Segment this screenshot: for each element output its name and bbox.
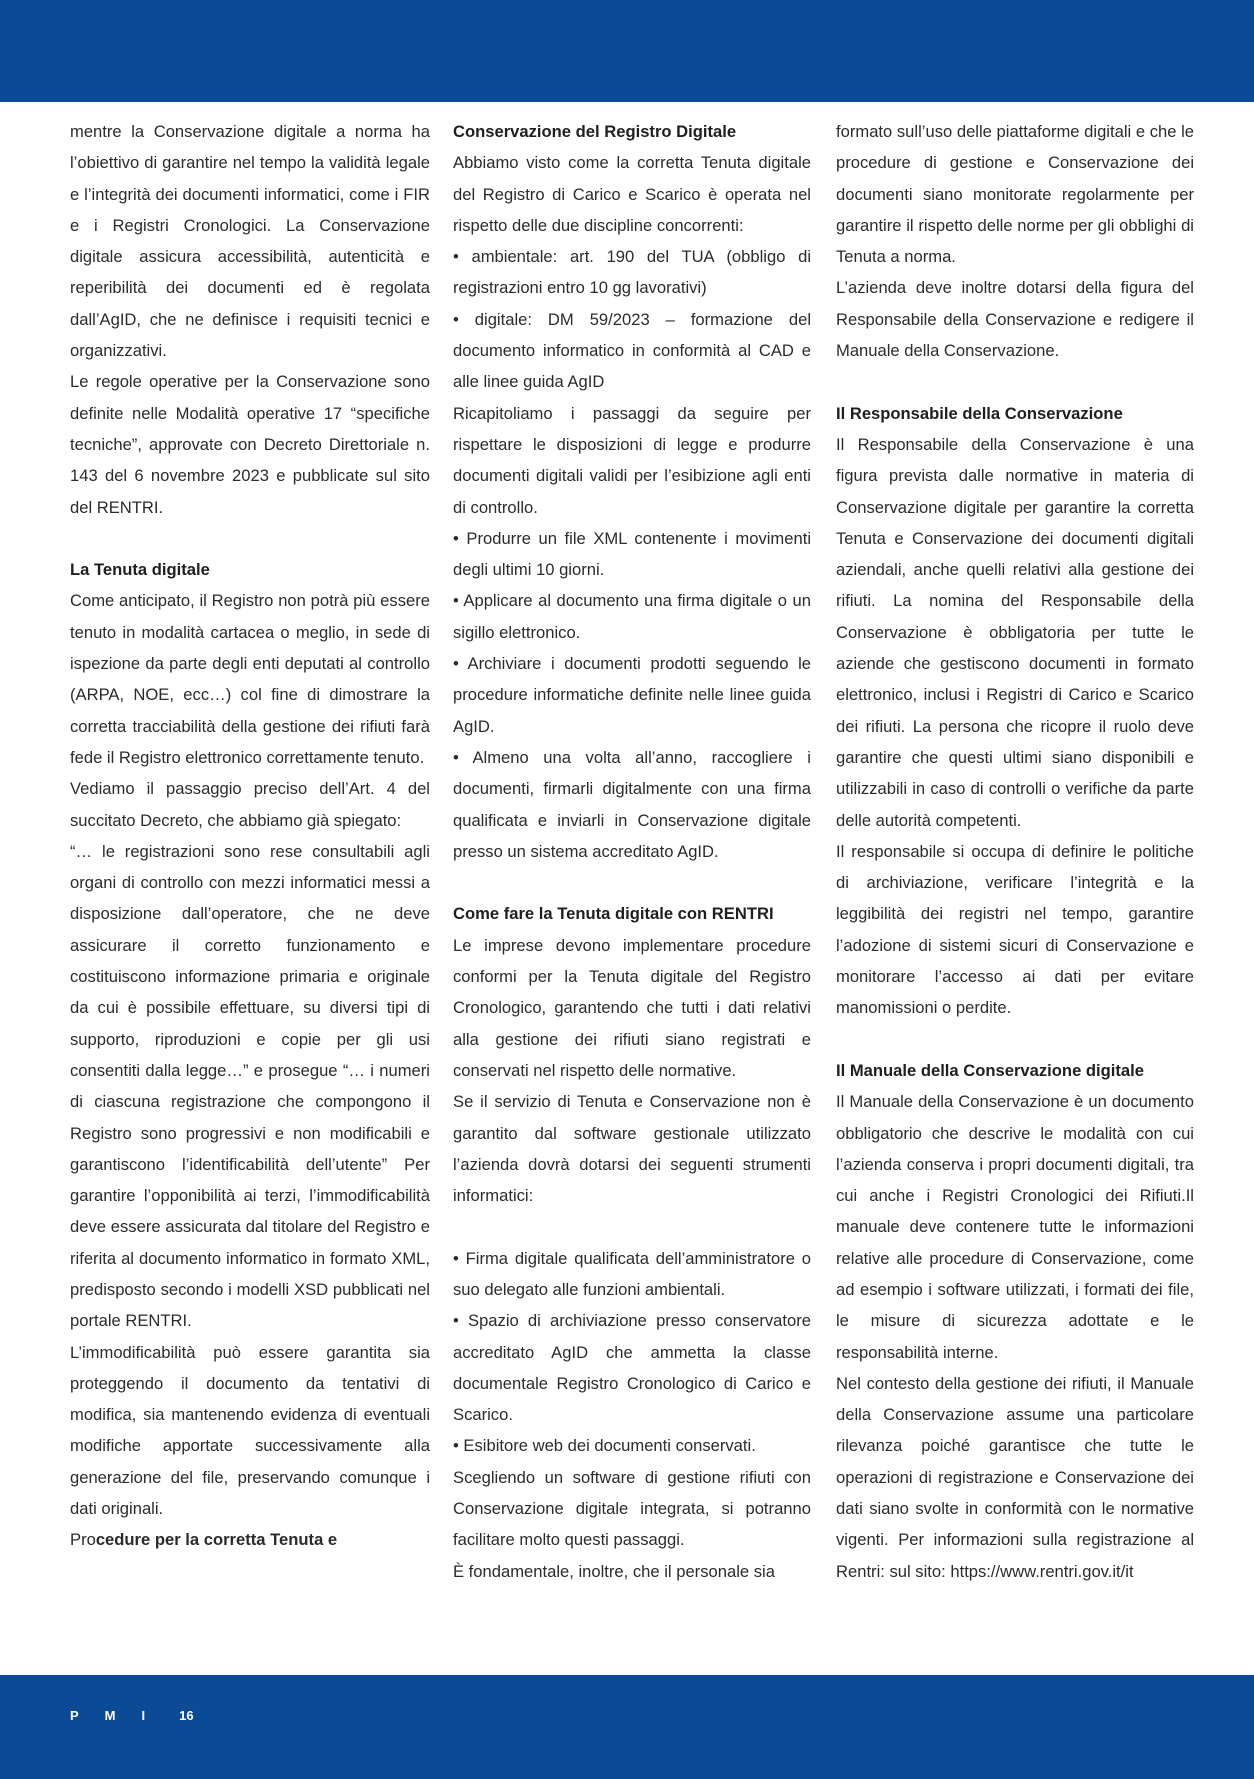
heading-prefix: Pro xyxy=(70,1530,96,1550)
column-1 xyxy=(70,116,430,1556)
section-heading-conservazione-registro: Conservazione del Registro Digitale xyxy=(453,122,737,141)
paragraph: L’immodificabilità può essere garantita sia proteggendo il documento da tentativi di modifica, sia mantenendo evidenza di eventuali modifiche apportate successivamente alla generazione del file, preservando comunque i dati originali. xyxy=(70,1342,430,1519)
paragraph: Il Responsabile della Conservazione è una figura prevista dalle normative in materia di Conservazione digitale per garantire la corretta Tenuta e Conservazione dei documenti digitali aziendali, anche quelli relativi alla gestione dei rifiuti. La nomina del Responsabile della Conservazione è obbligatoria per tutte le aziende che gestiscono documenti in formato elettronico, inclusi i Registri di Carico e Scarico dei rifiuti. La persona che ricopre il ruolo deve garantire che questi ultimi siano disponibili e utilizzabili in caso di controlli o verifiche da parte delle autorità competenti. xyxy=(836,434,1194,830)
heading-continuation xyxy=(70,1524,430,1555)
list-item: • Applicare al documento una firma digitale o un sigillo elettronico. xyxy=(453,585,811,648)
section-heading-tenuta-rentri: Come fare la Tenuta digitale con RENTRI xyxy=(453,904,774,924)
bullet-list xyxy=(453,523,811,867)
paragraph: Il Manuale della Conservazione è un documento obbligatorio che descrive le modalità con cui l’azienda conserva i propri documenti digitali, tra cui anche i Registri Cronologici dei Rifiuti.Il manuale deve contenere tutte le informazioni relative alle procedure di Conservazione, come ad esempio i software utilizzati, i formati dei file, le misure di sicurezza adottate e le responsabilità interne. xyxy=(836,1092,1194,1362)
paragraph: mentre la Conservazione digitale a norma ha l’obiettivo di garantire nel tempo la validità legale e l’integrità dei documenti informatici, come i FIR e i Registri Cronologici. La Conservazione digitale assicura accessibilità, autenticità e reperibilità dei documenti ed è regolata dall’AgID, che ne definisce i requisiti tecnici e organizzativi. xyxy=(70,122,430,361)
page-number: 16 xyxy=(179,1708,194,1723)
paragraph: formato sull’uso delle piattaforme digitali e che le procedure di gestione e Conservazione dei documenti siano monitorate regolarmente per garantire il rispetto delle norme per gli obblighi di Tenuta a norma. xyxy=(836,122,1194,267)
column-2 xyxy=(453,116,811,1587)
list-item: • Spazio di archiviazione presso conservatore accreditato AgID che ammetta la classe documentale Registro Cronologico di Carico e Scarico. xyxy=(453,1305,811,1430)
paragraph: Il responsabile si occupa di definire le politiche di archiviazione, verificare l’integrità e la leggibilità dei registri nel tempo, garantire l’adozione di sistemi sicuri di Conservazione e monitorare l’accesso ai dati per evitare manomissioni o perdite. xyxy=(836,841,1194,1018)
paragraph: Scegliendo un software di gestione rifiuti con Conservazione digitale integrata, si potranno facilitare molto questi passaggi. xyxy=(453,1467,811,1550)
column-3 xyxy=(836,116,1194,1587)
list-item: • Produrre un file XML contenente i movimenti degli ultimi 10 giorni. xyxy=(453,523,811,586)
list-item: • Esibitore web dei documenti conservati. xyxy=(453,1430,811,1461)
header-band xyxy=(0,0,1254,102)
paragraph: Vediamo il passaggio preciso dell’Art. 4 del succitato Decreto, che abbiamo già spiegato: xyxy=(70,779,430,830)
quote-paragraph: “… le registrazioni sono rese consultabili agli organi di controllo con mezzi informatici messi a disposizione dall’operatore, che ne deve assicurare il corretto funzionamento e costituiscono informazione primaria e originale da cui è possibile effettuare, su diversi tipi di supporto, riproduzioni e copie per gli usi consentiti dalla legge…” e prosegue “… i numeri di ciascuna registrazione che compongono il Registro sono progressivi e non modificabili e garantiscono l’identificabilità dell’utente” Per garantire l’opponibilità ai terzi, l’immodificabilità deve essere assicurata dal titolare del Registro e riferita al documento informatico in formato XML, predisposto secondo i modelli XSD pubblicati nel portale RENTRI. xyxy=(70,841,430,1331)
heading-continued: cedure per la corretta Tenuta e xyxy=(95,1530,338,1550)
section-heading-manuale: Il Manuale della Conservazione digitale xyxy=(836,1060,1144,1080)
paragraph: Le imprese devono implementare procedure conformi per la Tenuta digitale del Registro Cronologico, garantendo che tutti i dati relativi alla gestione dei rifiuti siano registrati e conservati nel rispetto delle normative. xyxy=(453,935,811,1080)
list-item: • Archiviare i documenti prodotti seguendo le procedure informatiche definite nelle linee guida AgID. xyxy=(453,648,811,742)
paragraph: È fondamentale, inoltre, che il personale sia xyxy=(453,1561,775,1581)
section-heading-responsabile: Il Responsabile della Conservazione xyxy=(836,403,1123,423)
paragraph: Nel contesto della gestione dei rifiuti, il Manuale della Conservazione assume una particolare rilevanza poiché garantisce che tutte le operazioni di registrazione e Conservazione dei dati siano svolte in conformità con le normative vigenti. Per informazioni sulla registrazione al Rentri: sul sito: https://www.rentri.gov.it/it xyxy=(836,1373,1194,1581)
paragraph: L’azienda deve inoltre dotarsi della figura del Responsabile della Conservazione e redigere il Manuale della Conservazione. xyxy=(836,278,1194,361)
footer-band xyxy=(0,1675,1254,1779)
paragraph: Se il servizio di Tenuta e Conservazione non è garantito dal software gestionale utilizzato l’azienda dovrà dotarsi dei seguenti strumenti informatici: xyxy=(453,1092,811,1206)
list-item: • Firma digitale qualificata dell’amministratore o suo delegato alle funzioni ambientali. xyxy=(453,1243,811,1306)
paragraph: Ricapitoliamo i passaggi da seguire per rispettare le disposizioni di legge e produrre documenti digitali validi per l’esibizione agli enti di controllo. xyxy=(453,403,811,517)
section-heading-tenuta-digitale: La Tenuta digitale xyxy=(70,560,210,580)
publication-name: PMI xyxy=(70,1708,172,1723)
list-item: • ambientale: art. 190 del TUA (obbligo di registrazioni entro 10 gg lavorativi) xyxy=(453,241,811,304)
paragraph: Come anticipato, il Registro non potrà più essere tenuto in modalità cartacea o meglio, in sede di ispezione da parte degli enti deputati al controllo (ARPA, NOE, ecc…) col fine di dimostrare la corretta tracciabilità della gestione dei rifiuti farà fede il Registro elettronico correttamente tenuto. xyxy=(70,591,430,767)
paragraph: Abbiamo visto come la corretta Tenuta digitale del Registro di Carico e Scarico è operata nel rispetto delle due discipline concorrenti: xyxy=(453,153,811,235)
bullet-list xyxy=(453,241,811,397)
list-item: • digitale: DM 59/2023 – formazione del documento informatico in conformità al CAD e alle linee guida AgID xyxy=(453,304,811,398)
list-item: • Almeno una volta all’anno, raccogliere i documenti, firmarli digitalmente con una firma qualificata e inviarli in Conservazione digitale presso un sistema accreditato AgID. xyxy=(453,742,811,867)
footer xyxy=(70,1708,194,1723)
paragraph: Le regole operative per la Conservazione sono definite nelle Modalità operative 17 “specifiche tecniche”, approvate con Decreto Direttoriale n. 143 del 6 novembre 2023 e pubblicate sul sito del RENTRI. xyxy=(70,372,430,517)
bullet-list xyxy=(453,1243,811,1462)
